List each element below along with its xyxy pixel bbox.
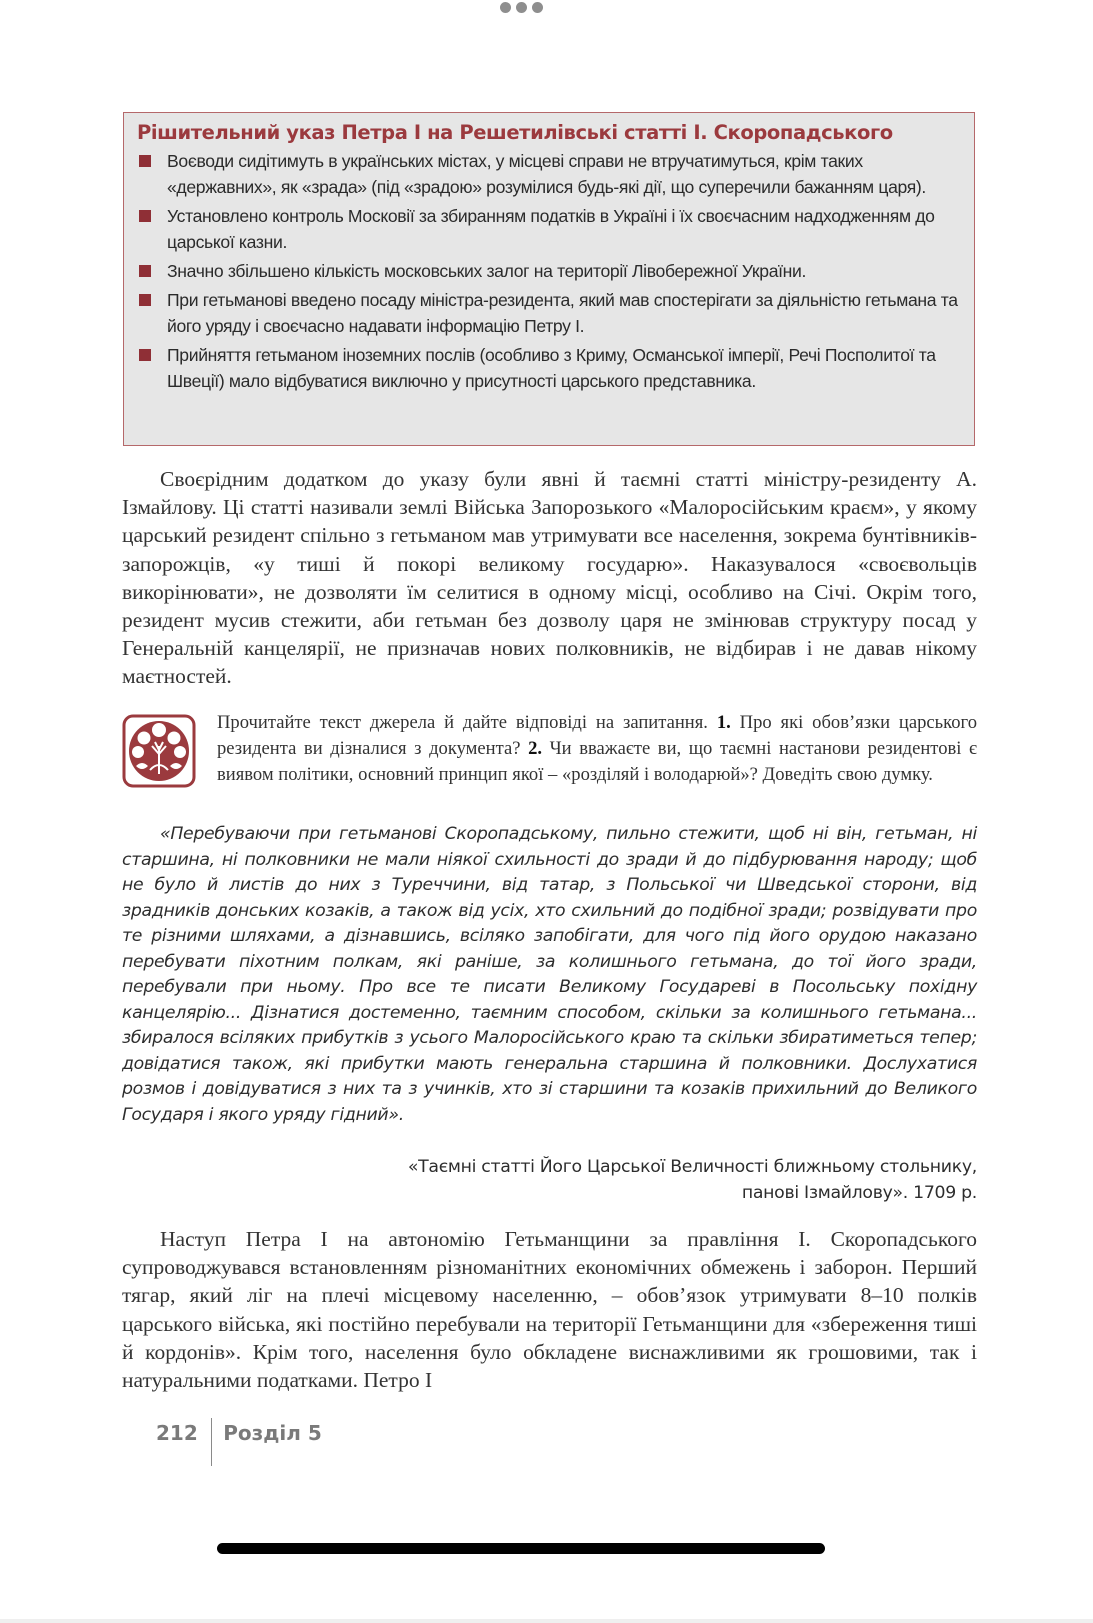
section-label: Розділ 5 xyxy=(223,1421,322,1445)
dot xyxy=(500,2,511,13)
decree-list-item: Установлено контроль Московії за збиранням податків в Україні і їх своєчасним надходженням до царської казни. xyxy=(137,203,962,255)
square-bullet-icon xyxy=(139,265,151,277)
decree-box-title: Рішительний указ Петра I на Решетилівські статті І. Скоропадського xyxy=(137,121,893,144)
body-paragraph-2: Наступ Петра I на автономію Гетьманщини за правління І. Скоропадського супроводжувався встановленням різноманітних економічних обмежень і заборон. Перший тягар, який ліг на плечі місцевому населенню, – обов’язок утримувати 8–10 полків царського війська, які постійно перебували на території Гетьманщини для «збереження тиші й кордонів». Крім того, населення було обкладене виснажливими як грошовими, так і натуральними податками. Петро I xyxy=(122,1227,977,1393)
square-bullet-icon xyxy=(139,349,151,361)
task-text: Прочитайте текст джерела й дайте відповіді на запитання. 1. Про які обов’язки царського резидента ви дізналися з документа? 2. Чи вважаєте ви, що таємні настанови резидентові є виявом політики, основний принцип якої – «розділяй і володарюй»? Доведіть свою думку. xyxy=(217,712,977,785)
decree-list-item: Воєводи сидітимуть в українських містах, у місцеві справи не втручатимуться, крім таких «державних», як «зрада» (під «зрадою» розумілися будь-які дії, що суперечили бажанням царя). xyxy=(137,148,962,200)
square-bullet-icon xyxy=(139,294,151,306)
home-indicator-bar[interactable] xyxy=(217,1543,825,1554)
more-dots-icon[interactable] xyxy=(500,2,543,13)
dot xyxy=(516,2,527,13)
source-quote: «Перебуваючи при гетьманові Скоропадському, пильно стежити, щоб ні він, гетьман, ні старшина, ні полковники не мали ніякої схильності до зради й до підбурювання народу; щоб не було й листів до них з Туреччини, від татар, з Польської чи Шведської сторони, від зрадників донських козаків, а також від усіх, хто схильний до подібної зради; розвідувати про те різними шляхами, а дізнавшись, всіляко запобігати, для чого під його орудою наказано перебувати піхотним полкам, які раніше, за колишнього гетьмана, до тої його зради, перебували при ньому. Про все те писати Великому Государеві в Посольську похідну канцелярію... Дізнатися достеменно, таємним способом, скільки за колишнього гетьмана... збиралося всіляких прибутків з усього Малоросійського краю та скільки збиратиметься тепер; довідатися також, які прибутки мають генеральна старшина й полковники. Дослухатися розмов і довідуватися з них та з учинків, хто зі старшини та козаків прихильний до Великого Государя і якого уряду гідний». xyxy=(122,824,977,1125)
page-footer xyxy=(156,1418,322,1466)
decree-list-item: Прийняття гетьманом іноземних послів (особливо з Криму, Османської імперії, Речі Посполитої та Швеції) мало відбуватися виключно у присутності царського представника. xyxy=(137,342,962,394)
bottom-strip xyxy=(0,1619,1093,1623)
source-task xyxy=(122,710,977,788)
source-citation: «Таємні статті Його Царської Величності ближньому стольнику, панові Ізмайлову». 1709 р. xyxy=(407,1157,977,1203)
body-paragraph-1: Своєрідним додатком до указу були явні й таємні статті міністру-резиденту А. Ізмайлову. Ці статті називали землі Війська Запорозького «Малоросійським краєм», у якому царський резидент спільно з гетьманом мав утримувати все населення, зокрема бунтівників-запорожців, «у тиші й покорі великому государю». Наказувалося «своєвольців викорінювати», не дозволяти їм селитися в одному місці, особливо на Січі. Окрім того, резидент мусив стежити, аби гетьман без дозволу царя не змінював структуру посад у Генеральній канцелярії, не призначав нових полковників, не відбирав і не давав нікому маєтностей. xyxy=(122,467,977,689)
decree-list xyxy=(137,148,962,394)
source-document-icon xyxy=(122,714,196,788)
footer-divider xyxy=(211,1418,213,1466)
decree-list-item: Значно збільшено кількість московських залог на території Лівобережної України. xyxy=(137,258,962,284)
decree-list-item: При гетьманові введено посаду міністра-резидента, який мав спостерігати за діяльністю гетьмана та його уряду і своєчасно надавати інформацію Петру I. xyxy=(137,287,962,339)
square-bullet-icon xyxy=(139,155,151,167)
page-number: 212 xyxy=(156,1421,198,1445)
square-bullet-icon xyxy=(139,210,151,222)
dot xyxy=(532,2,543,13)
decree-box xyxy=(123,112,975,446)
